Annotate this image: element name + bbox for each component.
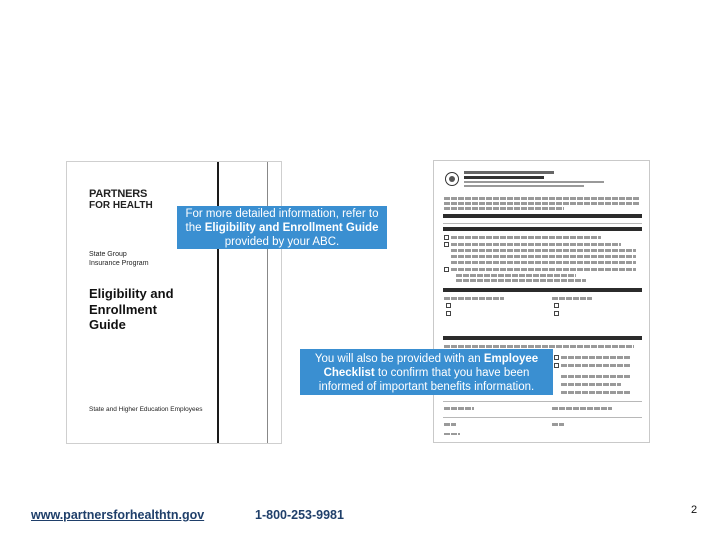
form-text-line [451, 261, 636, 264]
checklist-callout: You will also be provided with an Employee Checklist to confirm that you have been informed of important benefits information. [300, 349, 553, 395]
form-text-line [552, 423, 564, 426]
form-text-line [444, 202, 639, 205]
form-text-line [444, 423, 456, 426]
cover-divider-thin [267, 162, 268, 443]
guide-callout: For more detailed information, refer to the Eligibility and Enrollment Guide provided by your ABC. [177, 206, 387, 249]
state-seal-icon [445, 172, 459, 186]
website-link[interactable]: www.partnersforhealthtn.gov [31, 508, 205, 522]
form-header-lines [464, 170, 614, 187]
checkbox-icon [554, 311, 559, 316]
checkbox-icon [446, 303, 451, 308]
checkbox-icon [444, 242, 449, 247]
form-text-line [561, 391, 631, 394]
form-text-line [444, 297, 504, 300]
form-text-line [561, 356, 631, 359]
eligibility-guide-cover [66, 161, 282, 444]
checkbox-icon [446, 311, 451, 316]
form-text-line [561, 383, 621, 386]
form-section-bar [443, 336, 642, 340]
phone-number: 1-800-253-9981 [255, 508, 344, 522]
program-name: State Group Insurance Program [89, 251, 149, 267]
form-text-line [451, 236, 601, 239]
form-text-line [456, 274, 576, 277]
form-section-bar [443, 227, 642, 231]
form-text-line [451, 243, 621, 246]
form-text-line [552, 297, 592, 300]
form-text-line [444, 345, 634, 348]
form-text-line [552, 407, 612, 410]
checkbox-icon [554, 363, 559, 368]
form-text-line [456, 279, 586, 282]
form-text-line [444, 197, 639, 200]
checkbox-icon [444, 235, 449, 240]
form-text-line [561, 364, 631, 367]
guide-footer: State and Higher Education Employees [89, 406, 203, 413]
guide-title: Eligibility and Enrollment Guide [89, 286, 174, 332]
form-text-line [561, 375, 631, 378]
form-text-line [451, 249, 636, 252]
checkbox-icon [554, 355, 559, 360]
form-section-bar [443, 214, 642, 218]
partners-for-health-logo: PARTNERS FOR HEALTH [89, 188, 153, 211]
form-rule [443, 417, 642, 418]
form-rule [443, 401, 642, 402]
form-text-line [444, 207, 564, 210]
checkbox-icon [554, 303, 559, 308]
form-text-line [451, 255, 636, 258]
form-section-bar [443, 288, 642, 292]
form-text-line [444, 407, 474, 410]
page-number: 2 [691, 504, 698, 516]
cover-divider [217, 162, 219, 443]
checkbox-icon [444, 267, 449, 272]
form-text-line [444, 433, 460, 435]
form-text-line [451, 268, 636, 271]
form-rule [443, 223, 642, 224]
employee-checklist-thumbnail [433, 160, 650, 443]
